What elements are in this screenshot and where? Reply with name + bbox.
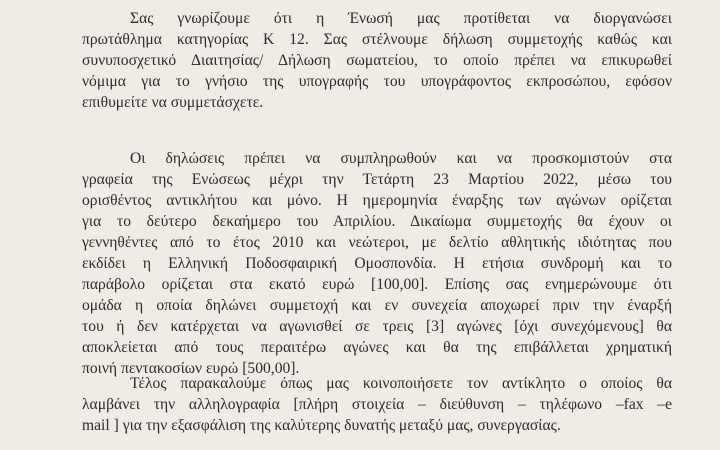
paragraph-details xyxy=(82,148,672,379)
paragraph-line: mail ] για την εξασφάλιση της καλύτερης δυνατής μεταξύ μας, συνεργασίας. xyxy=(82,417,561,434)
paragraph-line: αποκλείεται από τους περαιτέρω αγώνες και θα της επιβάλλεται χρηματική xyxy=(82,339,672,356)
paragraph-line: λαμβάνει την αλληλογραφία [πλήρη στοιχεία – διεύθυνση – τηλέφωνο –fax –e xyxy=(82,396,672,413)
paragraph-line: γεννηθέντες από το έτος 2010 και νεώτεροι, με δελτίο αθλητικής ιδιότητας που xyxy=(82,234,672,251)
paragraph-line: νόμιμα για το γνήσιο της υπογραφής του υπογράφοντος εκπροσώπου, εφόσον xyxy=(82,73,672,90)
paragraph-line: ομάδα η οποία δηλώνει συμμετοχή και εν συνεχεία αποχωρεί πριν την έναρξή xyxy=(82,297,672,314)
paragraph-line: εκδίδει η Ελληνική Ποδοσφαιρική Ομοσπονδία. Η ετήσια συνδρομή και το xyxy=(82,255,672,272)
paragraph-line: Οι δηλώσεις πρέπει να συμπληρωθούν και να προσκομιστούν στα xyxy=(130,150,672,167)
paragraph-line: του ή δεν κατέρχεται να αγωνισθεί σε τρεις [3] αγώνες [όχι συνεχόμενους] θα xyxy=(82,318,672,335)
paragraph-line: ορισθέντος αντικλήτου και μόνο. Η ημερομηνία έναρξης των αγώνων ορίζεται xyxy=(82,192,672,209)
paragraph-closing xyxy=(82,373,672,436)
paragraph-line: Σας γνωρίζουμε ότι η Ένωσή μας προτίθεται να διοργανώσει xyxy=(130,10,672,27)
paragraph-line: παράβολο ορίζεται στα εκατό ευρώ [100,00]. Επίσης σας ενημερώνουμε ότι xyxy=(82,276,672,293)
paragraph-line: γραφεία της Ενώσεως μέχρι την Τετάρτη 23 Μαρτίου 2022, μέσω του xyxy=(82,171,672,188)
paragraph-line: συνυποσχετικό Διαιτησίας/ Δήλωση σωματείου, το οποίο πρέπει να επικυρωθεί xyxy=(82,52,672,69)
paragraph-line: πρωτάθλημα κατηγορίας Κ 12. Σας στέλνουμε δήλωση συμμετοχής καθώς και xyxy=(82,31,672,48)
paragraph-line: για το δεύτερο δεκαήμερο του Απριλίου. Δικαίωμα συμμετοχής θα έχουν οι xyxy=(82,213,672,230)
paragraph-line: Τέλος παρακαλούμε όπως μας κοινοποιήσετε τον αντίκλητο ο οποίος θα xyxy=(130,375,672,392)
paragraph-line: επιθυμείτε να συμμετάσχετε. xyxy=(82,94,264,111)
paragraph-line: ποινή πεντακοσίων ευρώ [500,00]. xyxy=(82,360,300,377)
paragraph-intro xyxy=(82,8,672,113)
